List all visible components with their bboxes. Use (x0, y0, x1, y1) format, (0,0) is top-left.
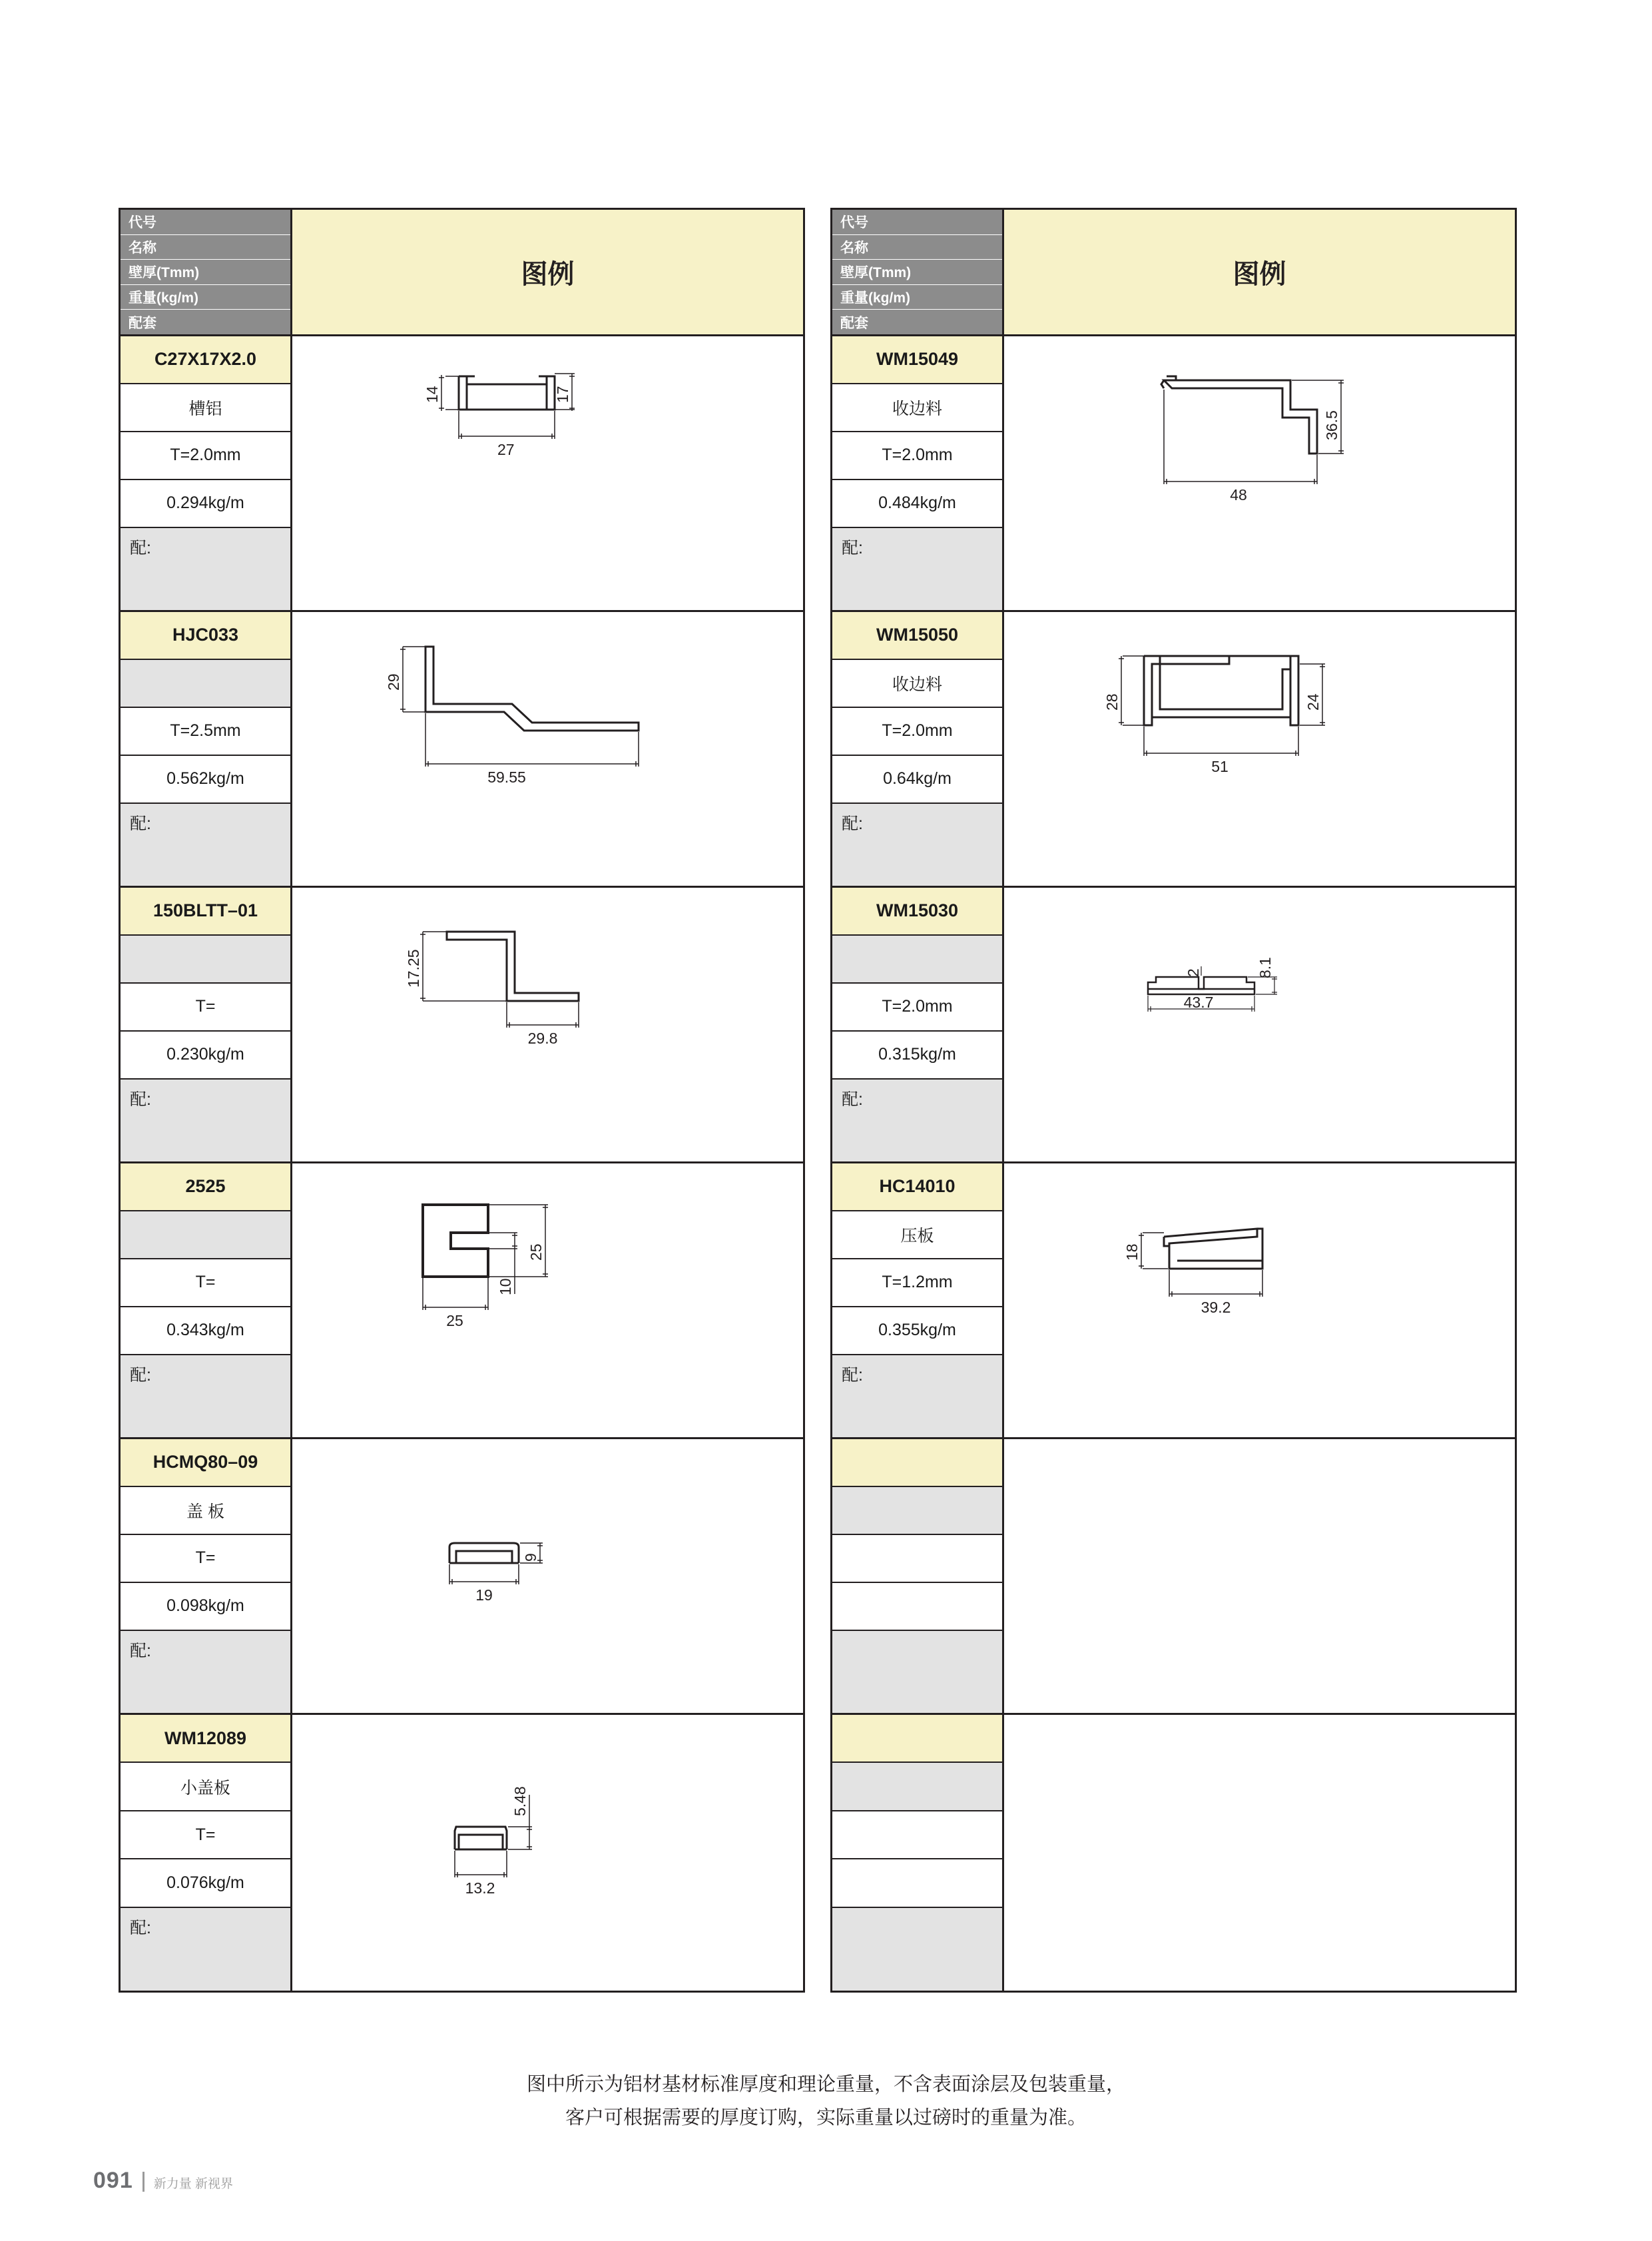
cell-code (832, 1439, 1002, 1487)
cell-name (121, 660, 290, 708)
cell-weight (832, 1583, 1002, 1631)
row-cells (121, 1715, 292, 1991)
dim-label: 59.55 (487, 769, 526, 786)
header-label-kit: 配套 (121, 310, 290, 334)
cell-weight: 0.294kg/m (121, 480, 290, 528)
row-cells (832, 612, 1004, 886)
cell-name: 槽铝 (121, 384, 290, 432)
dim-label: 51 (1211, 758, 1229, 775)
cell-code: 2525 (121, 1163, 290, 1211)
row-cells (832, 336, 1004, 610)
cell-code: WM12089 (121, 1715, 290, 1763)
cell-weight: 0.230kg/m (121, 1032, 290, 1080)
profile-drawing (292, 336, 803, 610)
cell-name (121, 936, 290, 984)
dim-label: 17.25 (405, 949, 422, 988)
dim-label: 18 (1123, 1243, 1141, 1261)
cell-name: 压板 (832, 1211, 1002, 1259)
table-row (121, 888, 803, 1163)
cell-code (832, 1715, 1002, 1763)
page-footer (93, 2168, 233, 2194)
table-row (832, 888, 1515, 1163)
cell-kit (832, 1631, 1002, 1713)
cell-name (832, 936, 1002, 984)
profile-tables (119, 208, 1517, 1993)
cell-name (832, 1487, 1002, 1535)
dim-label: 14 (423, 386, 441, 403)
row-cells (121, 888, 292, 1161)
cell-thickness: T=2.5mm (121, 708, 290, 756)
cell-kit: 配: (832, 528, 1002, 610)
cell-thickness: T= (121, 1535, 290, 1583)
table-header-right (832, 210, 1515, 336)
header-label-name: 名称 (121, 235, 290, 260)
cell-thickness: T= (121, 1259, 290, 1307)
cell-weight (832, 1859, 1002, 1907)
table-row (121, 1439, 803, 1715)
cell-weight: 0.343kg/m (121, 1307, 290, 1355)
row-cells (121, 336, 292, 610)
cell-kit: 配: (832, 1080, 1002, 1161)
dim-label: 5.48 (511, 1786, 529, 1816)
cell-weight: 0.64kg/m (832, 756, 1002, 804)
header-label-code: 代号 (121, 210, 290, 235)
row-cells (121, 1439, 292, 1713)
dim-label: 39.2 (1201, 1299, 1231, 1316)
header-label-name: 名称 (832, 235, 1002, 260)
cell-thickness: T=2.0mm (832, 432, 1002, 480)
row-cells (832, 1715, 1004, 1991)
profile-drawing (292, 1163, 803, 1437)
dim-label: 13.2 (465, 1879, 495, 1897)
header-label-thickness: 壁厚(Tmm) (832, 260, 1002, 285)
dim-label: 17 (554, 386, 571, 403)
cell-thickness: T= (121, 1811, 290, 1859)
table-row (121, 1163, 803, 1439)
cell-kit: 配: (121, 1355, 290, 1437)
cell-kit: 配: (121, 1908, 290, 1991)
cell-thickness: T= (121, 984, 290, 1032)
table-row (832, 1439, 1515, 1715)
profile-drawing (1004, 1715, 1515, 1991)
table-row (121, 336, 803, 612)
header-label-code: 代号 (832, 210, 1002, 235)
cell-kit: 配: (121, 528, 290, 610)
cell-kit: 配: (832, 1355, 1002, 1437)
profile-drawing (1004, 612, 1515, 886)
header-legend: 图例 (292, 210, 803, 334)
cell-weight: 0.484kg/m (832, 480, 1002, 528)
header-label-stack (121, 210, 292, 334)
cell-kit (832, 1908, 1002, 1991)
dim-label: 24 (1304, 693, 1322, 711)
profile-drawing (1004, 1163, 1515, 1437)
cell-name: 收边料 (832, 384, 1002, 432)
dim-label: 2 (1185, 968, 1202, 977)
header-label-weight: 重量(kg/m) (832, 285, 1002, 310)
cell-thickness (832, 1811, 1002, 1859)
dim-label: 36.5 (1323, 410, 1340, 440)
profile-drawing (292, 1439, 803, 1713)
cell-code: HCMQ80–09 (121, 1439, 290, 1487)
cell-code: WM15030 (832, 888, 1002, 936)
cell-code: HJC033 (121, 612, 290, 660)
cell-kit: 配: (121, 1631, 290, 1713)
cell-weight: 0.098kg/m (121, 1583, 290, 1631)
dim-label: 29.8 (527, 1030, 558, 1047)
dim-label: 28 (1103, 693, 1121, 711)
table-row (832, 336, 1515, 612)
table-header-left (121, 210, 803, 336)
profile-drawing (292, 1715, 803, 1991)
cell-weight: 0.076kg/m (121, 1859, 290, 1907)
header-label-stack (832, 210, 1004, 334)
footer-divider (142, 2172, 144, 2192)
profile-drawing (1004, 1439, 1515, 1713)
profile-drawing (292, 888, 803, 1161)
cell-name: 盖 板 (121, 1487, 290, 1535)
table-row (121, 1715, 803, 1991)
cell-weight: 0.562kg/m (121, 756, 290, 804)
cell-code: C27X17X2.0 (121, 336, 290, 384)
cell-kit: 配: (121, 1080, 290, 1161)
dim-label: 43.7 (1183, 994, 1214, 1011)
cell-weight: 0.315kg/m (832, 1032, 1002, 1080)
header-label-weight: 重量(kg/m) (121, 285, 290, 310)
cell-thickness: T=2.0mm (832, 708, 1002, 756)
table-row (121, 612, 803, 888)
table-row (832, 1163, 1515, 1439)
cell-name: 小盖板 (121, 1763, 290, 1811)
cell-code: WM15049 (832, 336, 1002, 384)
cell-code: WM15050 (832, 612, 1002, 660)
table-row (832, 1715, 1515, 1991)
dim-label: 19 (475, 1586, 493, 1604)
cell-name (832, 1763, 1002, 1811)
footer-note-line1: 图中所示为铝材基材标准厚度和理论重量，不含表面涂层及包装重量， (526, 2074, 1125, 2095)
header-label-thickness: 壁厚(Tmm) (121, 260, 290, 285)
dim-label: 25 (446, 1312, 463, 1329)
page-number: 091 (93, 2168, 133, 2193)
dim-label: 27 (497, 441, 515, 458)
dim-label: 48 (1230, 486, 1247, 503)
row-cells (832, 888, 1004, 1161)
profile-table-left (119, 208, 805, 1993)
cell-thickness: T=1.2mm (832, 1259, 1002, 1307)
profile-drawing (292, 612, 803, 886)
row-cells (121, 612, 292, 886)
cell-kit: 配: (832, 804, 1002, 886)
footer-note-line2: 客户可根据需要的厚度订购，实际重量以过磅时的重量为准。 (565, 2107, 1087, 2128)
cell-weight: 0.355kg/m (832, 1307, 1002, 1355)
cell-thickness: T=2.0mm (121, 432, 290, 480)
dim-label: 8.1 (1256, 957, 1274, 978)
profile-drawing (1004, 888, 1515, 1161)
dim-label: 9 (522, 1553, 539, 1562)
cell-name (121, 1211, 290, 1259)
cell-code: HC14010 (832, 1163, 1002, 1211)
dim-label: 29 (385, 673, 402, 691)
dim-label: 25 (527, 1243, 545, 1261)
row-cells (832, 1163, 1004, 1437)
profile-table-right (830, 208, 1517, 1993)
dim-label: 10 (497, 1278, 514, 1295)
table-row (832, 612, 1515, 888)
cell-name: 收边料 (832, 660, 1002, 708)
footer-note (0, 2068, 1652, 2134)
cell-code: 150BLTT–01 (121, 888, 290, 936)
footer-tagline: 新力量 新视界 (153, 2177, 234, 2191)
header-legend: 图例 (1004, 210, 1515, 334)
row-cells (121, 1163, 292, 1437)
profile-drawing (1004, 336, 1515, 610)
cell-thickness (832, 1535, 1002, 1583)
row-cells (832, 1439, 1004, 1713)
header-label-kit: 配套 (832, 310, 1002, 334)
cell-kit: 配: (121, 804, 290, 886)
cell-thickness: T=2.0mm (832, 984, 1002, 1032)
